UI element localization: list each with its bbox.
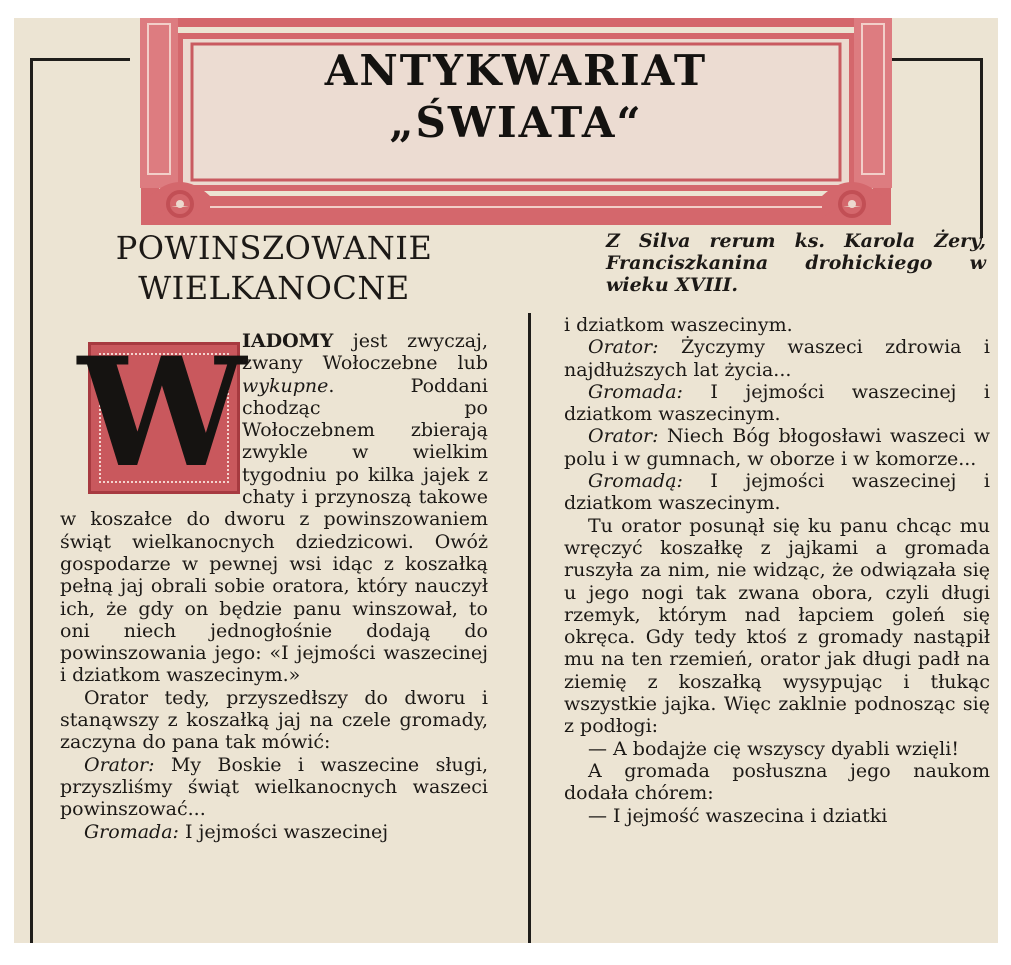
dialog-text: Życzymy waszeci zdrowia i najdłuższych lat życia...	[564, 336, 990, 381]
article-heading	[84, 228, 464, 308]
dialog-orator-1	[60, 754, 488, 821]
lead-word: IADOMY	[242, 330, 334, 352]
speaker-label: Orator:	[588, 425, 659, 448]
dialog-text: Niech Bóg błogosławi waszeci w polu i w gumnach, w oborze i w komorze...	[564, 425, 990, 470]
right-column	[564, 314, 990, 827]
paragraph-orator-falls: Tu orator posunął się ku panu chcąc mu wręczyć koszałkę z jajkami a gromada ruszyła za nim, nie widząc, że odwiązała się u jego nogi tak zwana obora, czyli długi rzemyk, którym nad łapciem goleń się okręca. Gdy tedy ktoś z gromady nastąpił mu na ten rzemień, orator jak długi padł na ziemię z koszałką wysypując i tłukąc wszystkie jajka. Więc zaklnie podnosząc się z podłogi:	[564, 514, 990, 738]
intro-emphasis: wykupne	[242, 374, 329, 397]
speaker-label: Gromada:	[588, 380, 683, 403]
left-column	[60, 325, 488, 843]
dialog-text: I jejmości waszecinej i dziatkom waszecinym.	[564, 470, 990, 515]
dialog-orator-2	[564, 336, 990, 381]
intro-text-b: . Poddani chodząc po Wołoczebnem zbierają zwykle w wielkim tygodniu po kilka jajek z chaty i przynoszą takowe w koszałce do dworu z powinszowaniem świąt wielkanocnych dziedzicowi. Owóż gospodarze w pewnej wsi idąc z koszałką pełną jaj obrali sobie oratora, który nauczył ich, że gdy on będzie panu winszował, to oni niech jednogłośnie dodają do powinszowania jego: «I jejmości waszecinej i dziatkom waszecinym.»	[60, 374, 488, 687]
article-heading-line1: POWINSZOWANIE	[115, 229, 433, 267]
speaker-label: Gromadą:	[588, 470, 683, 493]
dialog-text: I jejmości waszecinej	[178, 820, 389, 843]
paragraph-curse: — A bodajże cię wszyscy dyabli wzięli!	[588, 737, 959, 760]
dialog-gromada-2	[564, 381, 990, 426]
dialog-gromada-3	[564, 470, 990, 515]
dialog-text: I jejmości waszecinej i dziatkom waszecinym.	[564, 380, 990, 426]
article-source-note: Z Silva rerum ks. Karola Żery, Franciszkanina drohickiego w wieku XVIII.	[606, 230, 986, 296]
speaker-label: Orator:	[84, 753, 155, 776]
speaker-label: Gromada:	[84, 820, 179, 843]
frame-rule-top-left	[30, 58, 130, 61]
frame-rule-left	[30, 58, 33, 943]
frame-rule-right	[980, 58, 983, 238]
drop-cap-spacer	[60, 330, 242, 487]
drop-cap-letter: W	[77, 325, 247, 501]
intro-text-a: jest zwyczaj, zwany Wołoczebne lub	[242, 330, 488, 375]
masthead-title: ANTYKWARIAT	[324, 46, 708, 95]
masthead-cartouche	[140, 18, 892, 226]
column-divider	[528, 313, 531, 943]
newspaper-page	[14, 18, 998, 943]
frame-rule-top-right	[884, 58, 983, 61]
speaker-label: Orator:	[588, 336, 659, 359]
article-heading-line2: WIELKANOCNE	[138, 269, 410, 307]
paragraph-final-line: — I jejmość waszecina i dziatki	[588, 804, 888, 827]
dialog-continuation: i dziatkom waszecinym.	[564, 314, 793, 336]
masthead-subtitle: „ŚWIATA“	[389, 98, 643, 147]
paragraph-orator-arrives: Orator tedy, przyszedłszy do dworu i stanąwszy z koszałką jaj na czele gromady, zaczyna do pana tak mówić:	[60, 686, 488, 754]
dialog-text: My Boskie i waszecine sługi, przyszliśmy świąt wielkanocnych waszeci powinszować...	[60, 753, 488, 821]
paragraph-chorus: A gromada posłuszna jego naukom dodała chórem:	[564, 759, 990, 805]
dialog-gromada-1	[60, 821, 488, 843]
dialog-orator-3	[564, 425, 990, 470]
